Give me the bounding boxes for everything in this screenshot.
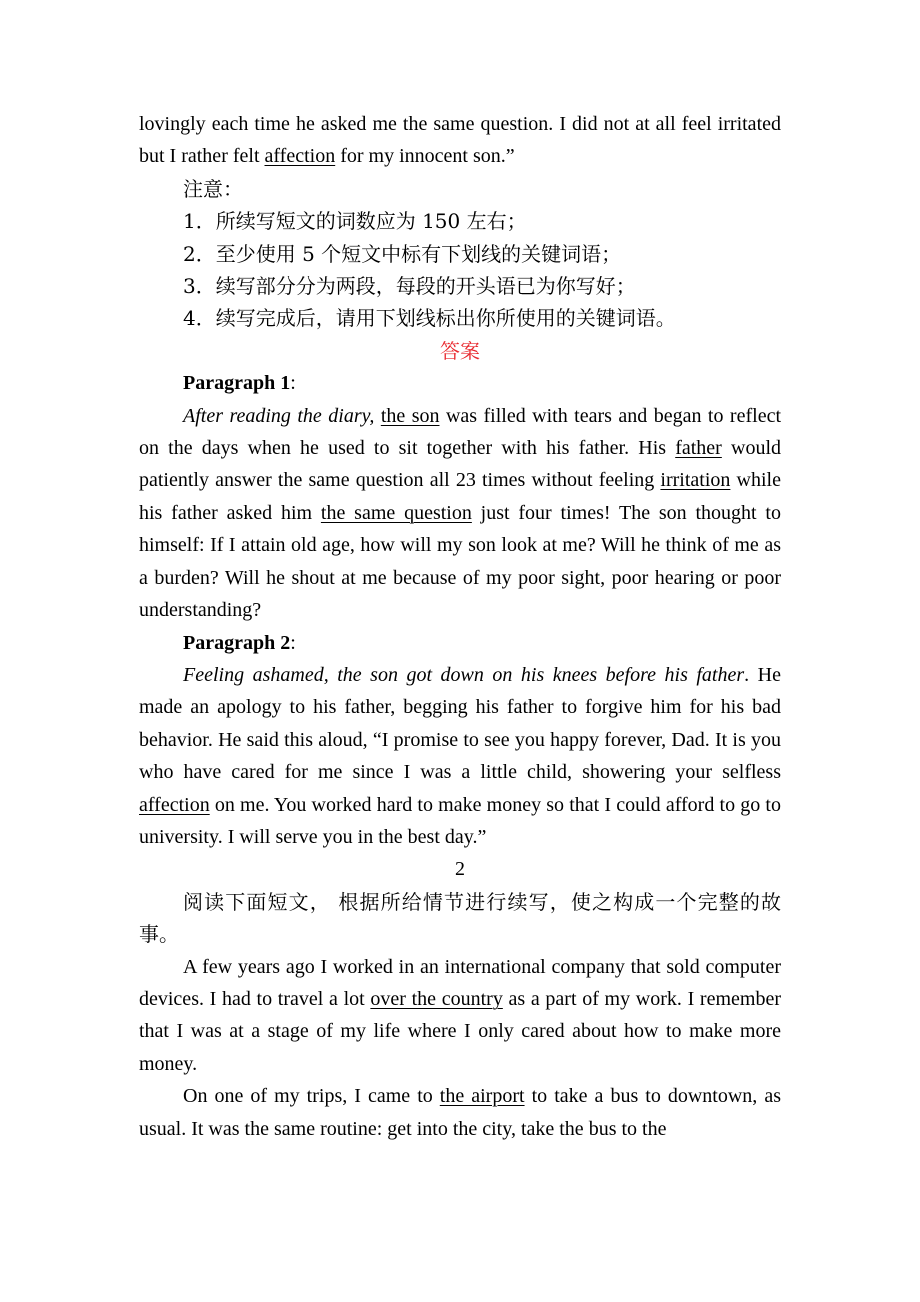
keyword-over-the-country: over the country xyxy=(370,987,503,1010)
text-run: to take a bus to downtown, as usual. It was the same routine: get into the city, take the bus to the xyxy=(139,1085,781,1140)
text-run: On one of my trips, I came to xyxy=(183,1085,440,1108)
text-run: He made an apology to his father, begging his father to forgive him for his bad behavior. He said this aloud, “I promise to see you happy forever, Dad. It is you who have cared for me since I was a little child, showering your selfless xyxy=(139,663,781,784)
opening-line: Feeling ashamed, the son got down on his knees before his father xyxy=(183,663,745,686)
paragraph-1-label xyxy=(139,367,781,399)
text-run: A few years ago I worked in an international company that sold computer devices. I had to travel a lot xyxy=(139,955,781,1010)
note-item-1: 1．所续写短文的词数应为 150 左右； xyxy=(183,209,527,234)
label-text: Paragraph 2 xyxy=(183,631,291,654)
keyword-affection: affection xyxy=(139,793,210,816)
keyword-father: father xyxy=(675,437,722,460)
paragraph-2-body xyxy=(139,659,781,853)
label-text: Paragraph 1 xyxy=(183,372,291,395)
question-number: 2 xyxy=(455,858,465,881)
note-item-2: 2．至少使用 5 个短文中标有下划线的关键词语； xyxy=(183,241,622,266)
text-run: as a part of my work. I remember that I was at a stage of my life where I only cared about how to make more money. xyxy=(139,987,781,1075)
note-item-4: 4．续写完成后，请用下划线标出你所使用的关键词语。 xyxy=(183,306,676,331)
text-run: while his father asked him xyxy=(139,469,781,524)
label-colon: : xyxy=(290,631,296,654)
opening-line: After reading the diary, xyxy=(183,404,375,427)
keyword-the-airport: the airport xyxy=(439,1085,525,1108)
text-run: just four times! The son thought to himself: If I attain old age, how will my son look at me? Will he think of me as a burden? Will he shout at me because of my poor sight, poor hearing or poor understanding? xyxy=(139,501,781,622)
keyword-affection: affection xyxy=(264,145,336,168)
label-colon: : xyxy=(290,372,296,395)
paragraph-2-label xyxy=(139,627,781,659)
text-run: lovingly each time he asked me the same question. I did not at all feel irritated but I rather felt xyxy=(139,113,781,168)
text-run: would patiently answer the same question all 23 times without feeling xyxy=(139,437,782,492)
text-run: on me. You worked hard to make money so that I could afford to go to university. I will serve you in the best day.” xyxy=(139,793,781,848)
text-run: . xyxy=(744,663,750,686)
text-run: for my innocent son.” xyxy=(335,145,515,168)
document-page xyxy=(139,108,781,1145)
notes-title: 注意： xyxy=(183,176,243,201)
paragraph-1-body xyxy=(139,400,781,627)
text-run: was filled with tears and began to reflect on the days when he used to sit together with his father. His xyxy=(139,404,781,460)
passage-paragraph-1 xyxy=(139,951,781,1081)
passage-paragraph-2 xyxy=(139,1080,781,1145)
answer-heading: 答案 xyxy=(440,338,480,363)
story-continuation-paragraph xyxy=(139,108,781,173)
keyword-the-son: the son xyxy=(380,404,440,427)
instruction-text: 阅读下面短文， 根据所给情节进行续写，使之构成一个完整的故事。 xyxy=(139,889,781,947)
keyword-irritation: irritation xyxy=(660,469,731,492)
keyword-the-same-question: the same question xyxy=(320,501,472,524)
note-item-3: 3．续写部分分为两段，每段的开头语已为你写好； xyxy=(183,274,636,299)
